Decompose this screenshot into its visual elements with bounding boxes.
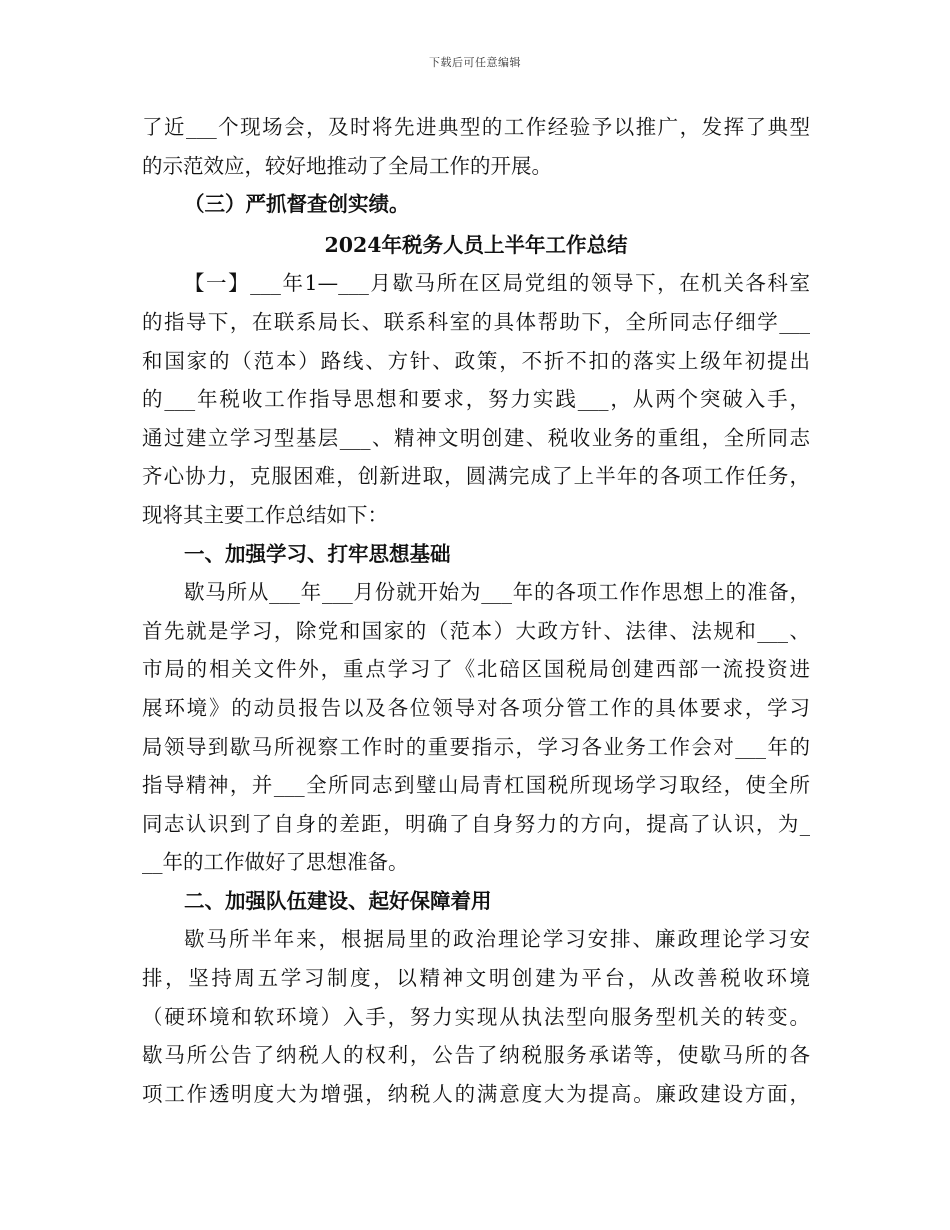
- text-line: 现将其主要工作总结如下：: [142, 502, 388, 527]
- text-line: 的示范效应，较好地推动了全局工作的开展。: [142, 153, 552, 178]
- text-line: 歇马所从___年___月份就开始为___年的各项工作作思想上的准备，: [184, 580, 810, 605]
- text-line: 【一】___年1—___月歇马所在区局党组的领导下，在机关各科室: [184, 271, 810, 296]
- section-heading: 二、加强队伍建设、起好保障着用: [184, 888, 492, 913]
- text-line: __年的工作做好了思想准备。: [142, 850, 409, 875]
- text-line: 歇马所半年来，根据局里的政治理论学习安排、廉政理论学习安: [184, 927, 810, 952]
- text-line: 项工作透明度大为增强，纳税人的满意度大为提高。廉政建设方面，: [142, 1081, 810, 1106]
- text-line: 歇马所公告了纳税人的权利，公告了纳税服务承诺等，使歇马所的各: [142, 1043, 810, 1068]
- text-line: 展环境》的动员报告以及各位领导对各项分管工作的具体要求，学习: [142, 695, 810, 720]
- text-line: 同志认识到了自身的差距，明确了自身努力的方向，提高了认识，为_: [142, 811, 810, 836]
- text-line: （硬环境和软环境）入手，努力实现从执法型向服务型机关的转变。: [142, 1004, 810, 1029]
- document-title: 2024年税务人员上半年工作总结: [324, 232, 628, 257]
- text-line: 的___年税收工作指导思想和要求，努力实践___，从两个突破入手，: [142, 387, 810, 412]
- text-line: 市局的相关文件外，重点学习了《北碚区国税局创建西部一流投资进: [142, 657, 810, 682]
- section-heading: （三）严抓督查创实绩。: [184, 192, 410, 217]
- section-heading: 一、加强学习、打牢思想基础: [184, 541, 451, 566]
- text-line: 指导精神，并___全所同志到璧山局青杠国税所现场学习取经，使全所: [142, 773, 810, 798]
- text-line: 首先就是学习，除党和国家的（范本）大政方针、法律、法规和___、: [142, 618, 810, 643]
- text-line: 的指导下，在联系局长、联系科室的具体帮助下，全所同志仔细学___: [142, 309, 810, 334]
- text-line: 了近___个现场会，及时将先进典型的工作经验予以推广，发挥了典型: [142, 115, 810, 139]
- text-line: 齐心协力，克服困难，创新进取，圆满完成了上半年的各项工作任务，: [142, 464, 810, 489]
- text-line: 排，坚持周五学习制度，以精神文明创建为平台，从改善税收环境: [142, 966, 810, 991]
- document-body: [142, 108, 810, 1113]
- page-header: 下载后可任意编辑: [429, 56, 521, 69]
- text-line: 和国家的（范本）路线、方针、政策，不折不扣的落实上级年初提出: [142, 348, 810, 373]
- text-line: 通过建立学习型基层___、精神文明创建、税收业务的重组，全所同志: [142, 425, 810, 450]
- text-line: 局领导到歇马所视察工作时的重要指示，学习各业务工作会对___年的: [142, 734, 810, 759]
